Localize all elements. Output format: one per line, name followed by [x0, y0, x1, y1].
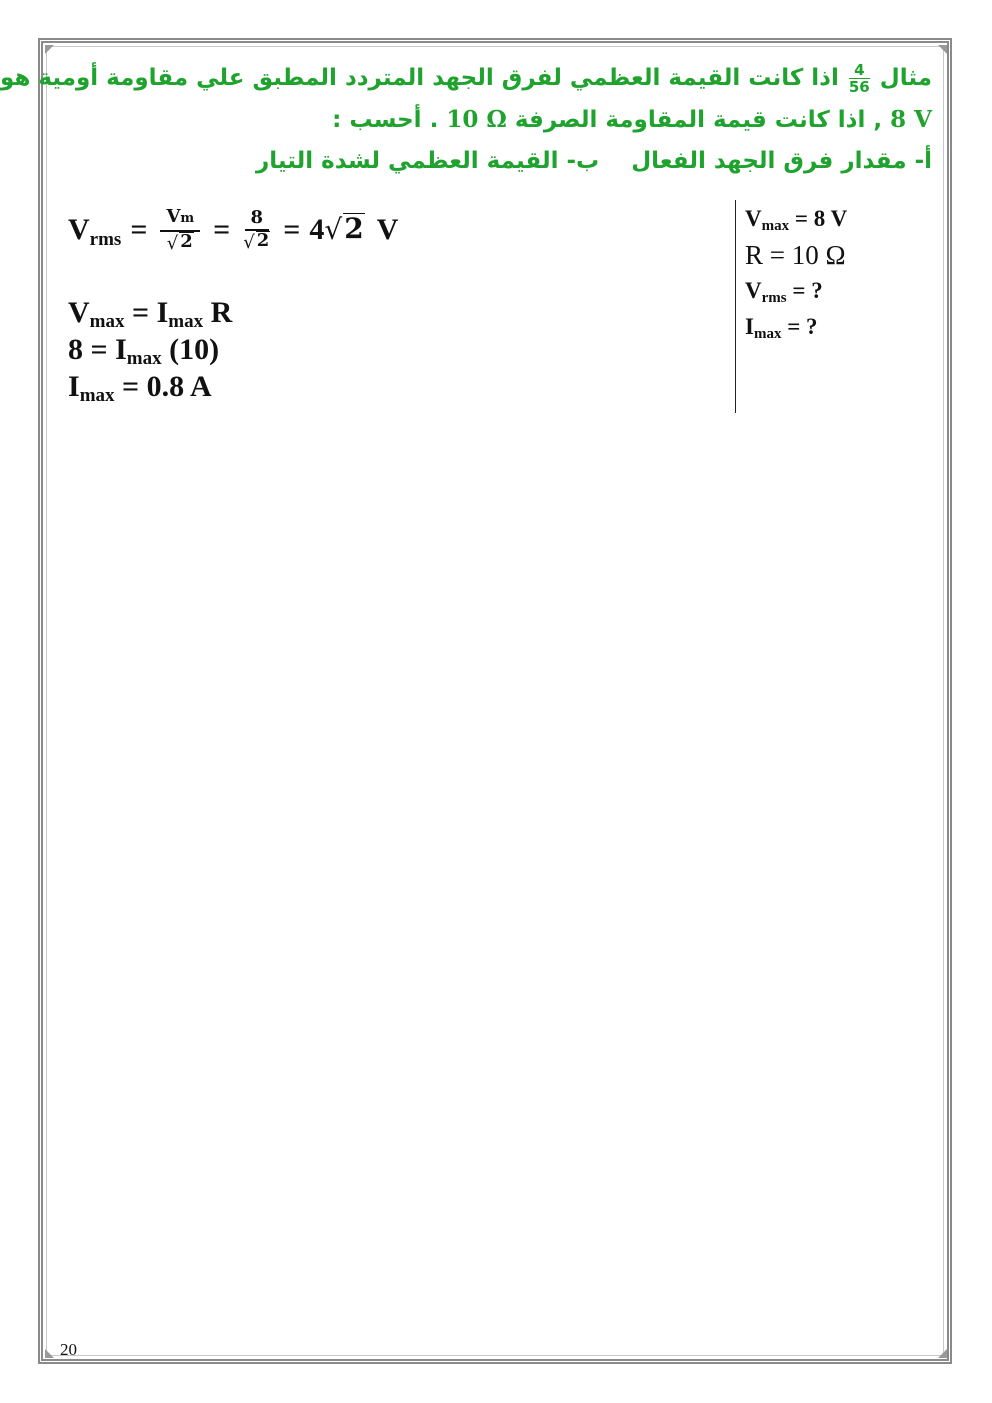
given-imax: Imax = ? — [745, 314, 818, 342]
equals-sign: = — [130, 213, 148, 246]
question-line-3 — [62, 141, 932, 182]
equals-sign: = — [283, 213, 301, 246]
substitution-line: 8 = Imax (10) — [68, 333, 220, 369]
resistance-value: 10 Ω — [446, 106, 507, 133]
corner-ornament-bottom-right — [938, 1349, 947, 1358]
current-result-line: Imax = 0.8 A — [68, 370, 212, 406]
corner-ornament-top-right — [938, 45, 947, 54]
eight-over-root2-fraction: 8 √ 2 — [243, 207, 270, 253]
corner-ornament-top-left — [45, 45, 54, 54]
ohm-law-line: Vmax = Imax R — [68, 296, 233, 332]
question-text-2a: , اذا كانت قيمة المقاومة الصرفة — [514, 107, 883, 133]
rms-unit: V — [376, 213, 399, 246]
page-number: 20 — [60, 1340, 77, 1359]
question-line-2 — [62, 99, 932, 141]
rms-result: 4 √ 2 — [309, 212, 364, 246]
example-number-fraction — [849, 62, 870, 95]
fraction-denominator: 56 — [848, 78, 870, 96]
column-divider — [735, 200, 736, 413]
vrms-symbol: $V_{rms}$ — [68, 213, 122, 250]
vm-over-root2-fraction: Vm √ 2 — [160, 205, 200, 255]
question-line-1 — [0, 58, 932, 99]
given-vmax: Vmax = 8 V — [745, 206, 848, 234]
example-label: مثال — [879, 65, 932, 91]
fraction-numerator: 4 — [849, 62, 870, 79]
part-a: أ- مقدار فرق الجهد الفعال — [631, 148, 932, 174]
given-vrms: Vrms = ? — [745, 278, 823, 306]
voltage-value: 8 V — [890, 106, 932, 133]
rms-equation — [68, 200, 708, 260]
given-values — [745, 201, 925, 345]
corner-ornament-bottom-left — [45, 1349, 54, 1358]
solution-block — [68, 200, 708, 405]
question-block — [0, 58, 932, 182]
question-text-1: اذا كانت القيمة العظمي لفرق الجهد المتردد المطبق علي مقاومة أومية هو — [0, 65, 839, 91]
ohm-law-work — [68, 294, 708, 405]
equals-sign: = — [213, 213, 231, 246]
part-b: ب- القيمة العظمي لشدة التيار — [255, 148, 600, 174]
question-text-2b: . أحسب : — [332, 107, 439, 133]
given-resistance: R = 10 Ω — [745, 240, 846, 270]
